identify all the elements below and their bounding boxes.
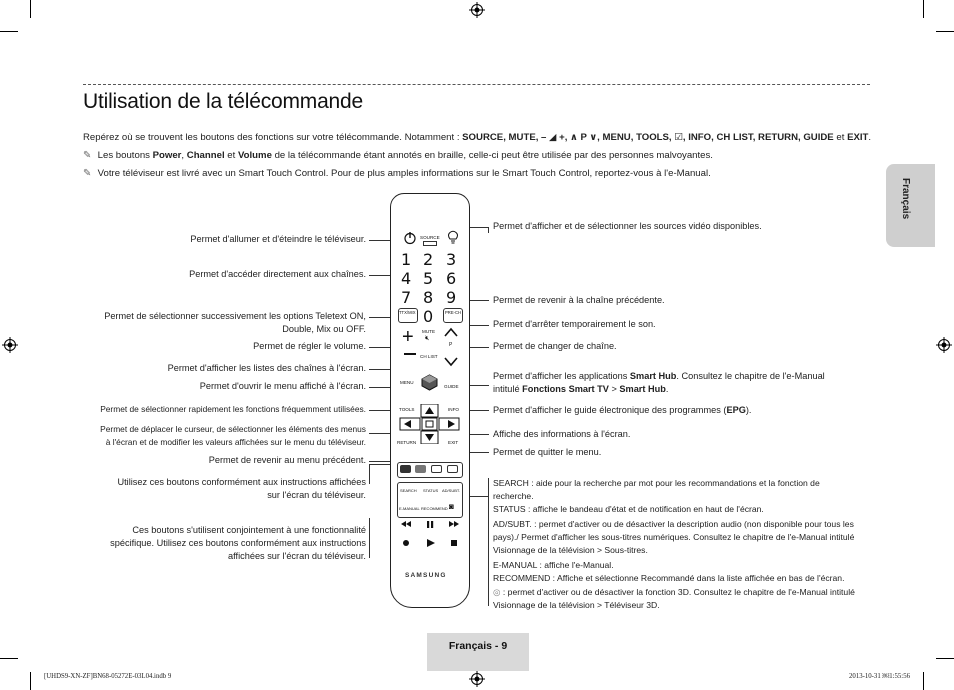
label-cursor-line1: Permet de déplacer le curseur, de sélectionner les éléments des menus [100,424,366,434]
link-text: Visionnage de la télévision [493,600,595,610]
exit-label[interactable]: EXIT [448,440,459,445]
registration-mark-bottom [469,671,485,687]
source-label: SOURCE [420,235,440,240]
digit-0[interactable]: 0 [423,307,434,326]
smart-hub-icon[interactable] [421,374,438,391]
intro-line [83,131,883,144]
label-teletext-line1: Permet de sélectionner successivement les options Teletext ON, [104,311,366,321]
text: Affiche et sélectionne Recommandé dans la liste affichée en bas de l'écran. [555,573,845,583]
page-number-tab [427,633,529,671]
emanual-key[interactable]: E-MANUAL [399,506,420,511]
language-tab-label: Français [900,178,911,220]
return-label[interactable]: RETURN [397,440,417,445]
media-keys[interactable] [399,520,461,552]
language-tab [886,164,935,247]
leader-line [369,518,370,558]
text: > [608,384,620,394]
label-volume: Permet de régler le volume. [253,341,366,351]
text: intitulé [493,384,523,394]
text: : permet d'activer ou de désactiver la fonction 3D. Consultez le chapitre de l'e-Manual intitulé [500,587,855,597]
text: > [594,545,605,555]
text: pays)./ Permet d'afficher les sous-titres numériques. Consultez le chapitre de l'e-Manual intitulé [493,532,855,542]
source-button[interactable] [423,241,437,246]
text: aide pour la recherche par mot pour les recommandations et la fonction de [533,478,820,488]
recommend-key[interactable]: RECOMMEND [421,506,448,511]
text: . [645,545,648,555]
digit-1[interactable]: 1 [401,250,412,269]
3d-key-icon[interactable]: ◙ [449,502,454,511]
link-text: e-Manual [575,560,612,570]
digit-3[interactable]: 3 [446,250,457,269]
text: recherche. [493,491,534,501]
text: Permet d'afficher les applications [493,371,630,381]
color-key-d[interactable] [447,465,458,473]
color-key-a[interactable] [400,465,411,473]
note-icon: ✎ [83,168,92,179]
color-key-c[interactable] [431,465,442,473]
label-media [110,524,366,563]
label-emanual [493,559,614,572]
label-color-keys [117,476,366,502]
volume-down-icon[interactable] [404,353,416,355]
intro-period: . [868,132,872,143]
page-title: Utilisation de la télécommande [83,90,363,113]
intro-exit: EXIT [847,132,869,143]
label-3d [493,586,878,612]
note-text: Votre téléviseur est livré avec un Smart Touch Control. Pour de plus amples informations sur le Smart Touch Control, reportez-vous à l'e-Manual. [97,168,711,179]
link-text: Téléviseur 3D [604,600,658,610]
digit-6[interactable]: 6 [446,269,457,288]
info-label[interactable]: INFO [448,407,459,412]
bold-smart-hub: Smart Hub [619,384,666,394]
label-smarthub [493,370,825,396]
mute-label: MUTE [422,329,436,334]
term: E-MANUAL : [493,560,542,570]
menu-label[interactable]: MENU [400,380,414,385]
note-bold-volume: Volume [237,150,272,161]
label-menu: Permet d'ouvrir le menu affiché à l'écran. [199,381,366,391]
note-sep: , [181,150,187,161]
intro-text-and: et [833,132,848,143]
text: > [594,600,605,610]
label-return: Permet de revenir au menu précédent. [208,455,366,465]
print-timestamp: 2013-10-31 ￼1:55:56 [849,673,910,680]
leader-line [369,464,370,484]
label-source: Permet d'afficher et de sélectionner les sources vidéo disponibles. [493,221,762,231]
tools-label[interactable]: TOOLS [399,407,415,412]
label-media-line3: affichées sur l'écran du téléviseur. [228,551,366,561]
intro-buttons-list: SOURCE, MUTE, – ◢ +, ∧ P ∨, MENU, TOOLS, ☑, INFO, CH LIST, RETURN, GUIDE [462,132,834,143]
registration-mark-left [2,337,18,353]
intro-text: Repérez où se trouvent les boutons des fonctions sur votre télécommande. Notamment : [83,132,463,143]
ttx-mix-label[interactable]: TTX/MIX [399,310,416,315]
label-channel: Permet de changer de chaîne. [493,341,617,351]
search-key[interactable]: SEARCH [400,488,417,493]
leader-line [488,478,489,606]
direction-pad[interactable] [398,404,462,444]
text: . Consultez le chapitre de l'e-Manual [676,371,825,381]
note-icon: ✎ [83,150,92,161]
label-prech: Permet de revenir à la chaîne précédente. [493,295,665,305]
registration-mark-right [936,337,952,353]
registration-mark-top [469,2,485,18]
digit-9[interactable]: 9 [446,288,457,307]
label-status [493,503,764,516]
ttx-mix-button[interactable] [398,308,418,323]
text: Permet d'afficher le guide électronique des programmes ( [493,405,727,415]
label-guide [493,404,751,417]
bold-epg: EPG [726,405,746,415]
label-cursor [100,423,366,449]
text: ). [745,405,752,415]
note-and: et [224,150,238,161]
label-info: Affiche des informations à l'écran. [493,429,631,439]
channel-label: P [449,342,453,348]
digit-7[interactable]: 7 [401,288,412,307]
term: RECOMMEND : [493,573,556,583]
label-adsubt [493,518,878,557]
link-text: Sous-titres [604,545,646,555]
label-teletext [104,310,366,336]
remote-control [390,193,470,608]
channel-down-icon[interactable] [444,357,458,367]
label-numbers: Permet d'accéder directement aux chaînes. [189,269,366,279]
text: permet d'activer ou de désactiver la description audio (non disponible pour tous les [536,519,854,529]
label-color-line2: sur l'écran du téléviseur. [267,490,366,500]
channel-up-icon[interactable] [444,327,458,337]
guide-label[interactable]: GUIDE [444,384,459,389]
pre-ch-label[interactable]: PRE-CH [445,310,462,315]
label-media-line1: Ces boutons s'utilisent conjointement à une fonctionnalité [132,525,366,535]
brand-logo: SAMSUNG [405,572,447,579]
header-rule [83,84,870,85]
term: AD/SUBT. : [493,519,537,529]
note-text: Les boutons [97,150,153,161]
note-smart-touch [83,167,883,180]
bold-functions: Fonctions Smart TV [522,384,609,394]
text: . [665,384,669,394]
text: affiche l' [541,560,576,570]
print-file-info: [UHDS9-XN-ZF]BN68-05272E-03L04.indb 9 [44,673,172,680]
term: SEARCH : [493,478,534,488]
text: . [657,600,660,610]
digit-8[interactable]: 8 [423,288,434,307]
chlist-label[interactable]: CH LIST [420,354,438,359]
label-tools: Permet de sélectionner rapidement les fonctions fréquemment utilisées. [100,404,366,414]
color-key-b[interactable] [415,465,426,473]
bold-smart-hub: Smart Hub [629,371,677,381]
pre-ch-button[interactable] [443,308,463,323]
label-mute: Permet d'arrêter temporairement le son. [493,319,656,329]
status-key[interactable]: STATUS [423,488,439,493]
label-recommend [493,572,844,585]
link-text: Visionnage de la télévision [493,545,595,555]
note-bold-power: Power [152,150,182,161]
leader-line [488,227,489,233]
note-braille [83,149,883,162]
text: . [611,560,614,570]
page-number: Français - 9 [448,640,508,652]
label-chlist: Permet d'afficher les listes des chaînes à l'écran. [167,363,366,373]
label-teletext-line2: Double, Mix ou OFF. [282,324,366,334]
term: STATUS : [493,504,531,514]
label-power: Permet d'allumer et d'éteindre le téléviseur. [190,234,366,244]
label-cursor-line2: à l'écran et de modifier les valeurs affichées sur le menu du téléviseur. [105,437,366,447]
light-icon[interactable] [446,230,460,245]
power-icon[interactable] [403,231,417,245]
text: affiche le bandeau d'état et de notification en haut de l'écran. [530,504,764,514]
digit-5[interactable]: 5 [423,269,434,288]
3d-icon: ◎ [493,587,501,597]
mute-icon[interactable]: 🔇︎ [425,335,430,342]
label-exit: Permet de quitter le menu. [493,447,602,457]
label-search [493,477,878,503]
note-text-end: de la télécommande étant annotés en braille, celle-ci peut être utilisée par des personnes malvoyantes. [271,150,713,161]
volume-up-icon[interactable]: + [402,326,414,348]
note-bold-channel: Channel [186,150,225,161]
label-media-line2: spécifique. Utilisez ces boutons conformément aux instructions [110,538,366,548]
label-color-line1: Utilisez ces boutons conformément aux instructions affichées [117,477,366,487]
adsubt-key[interactable]: AD/SUBT. [442,488,461,493]
digit-2[interactable]: 2 [423,250,434,269]
digit-4[interactable]: 4 [401,269,412,288]
